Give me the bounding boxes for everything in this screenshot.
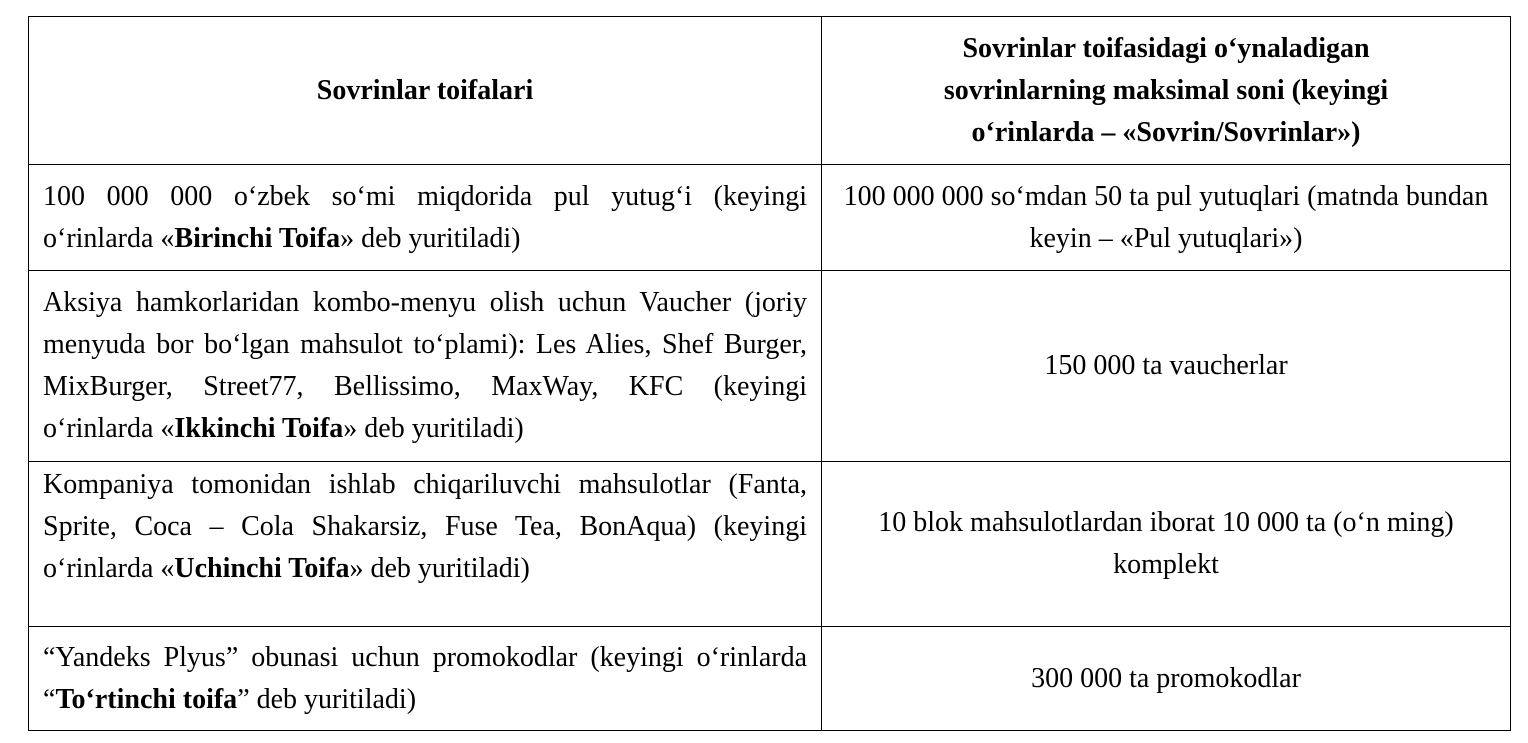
table-row xyxy=(29,165,1511,271)
prize-categories-table xyxy=(28,16,1511,731)
header-prize-categories: Sovrinlar toifalari xyxy=(29,17,822,165)
category-name: Birinchi Toifa xyxy=(174,222,341,254)
category-name: Ikkinchi Toifa xyxy=(174,413,344,444)
count-cell: 100 000 000 so‘mdan 50 ta pul yutuqlari (matnda bundan keyin – «Pul yutuqlari») xyxy=(822,165,1511,271)
category-name: Uchinchi Toifa xyxy=(174,553,350,584)
category-cell: Kompaniya tomonidan ishlab chiqariluvchi mahsulotlar (Fanta, Sprite, Coca – Cola Shakarsiz, Fuse Tea, BonAqua) (keyingi o‘rinlarda «Uchinchi Toifa» deb yuritiladi) xyxy=(29,462,822,627)
count-cell: 300 000 ta promokodlar xyxy=(822,627,1511,731)
count-cell: 150 000 ta vaucherlar xyxy=(822,271,1511,462)
header-max-prize-count: Sovrinlar toifasidagi o‘ynaladigan sovrinlarning maksimal soni (keyingi o‘rinlarda – «Sovrin/Sovrinlar») xyxy=(822,17,1511,165)
category-cell: 100 000 000 o‘zbek so‘mi miqdorida pul yutug‘i (keyingi o‘rinlarda «Birinchi Toifa» deb yuritiladi) xyxy=(29,165,822,271)
category-cell: “Yandeks Plyus” obunasi uchun promokodlar (keyingi o‘rinlarda “To‘rtinchi toifa” deb yuritiladi) xyxy=(29,627,822,731)
count-cell: 10 blok mahsulotlardan iborat 10 000 ta (o‘n ming) komplekt xyxy=(822,462,1511,627)
table-row xyxy=(29,627,1511,731)
table-header-row xyxy=(29,17,1511,165)
category-cell: Aksiya hamkorlaridan kombo-menyu olish uchun Vaucher (joriy menyuda bor bo‘lgan mahsulot to‘plami): Les Alies, Shef Burger, MixBurger, Street77, Bellissimo, MaxWay, KFC (keyingi o‘rinlarda «Ikkinchi Toifa» deb yuritiladi) xyxy=(29,271,822,462)
category-name: To‘rtinchi toifa xyxy=(55,683,238,715)
table-row xyxy=(29,462,1511,627)
table-row xyxy=(29,271,1511,462)
